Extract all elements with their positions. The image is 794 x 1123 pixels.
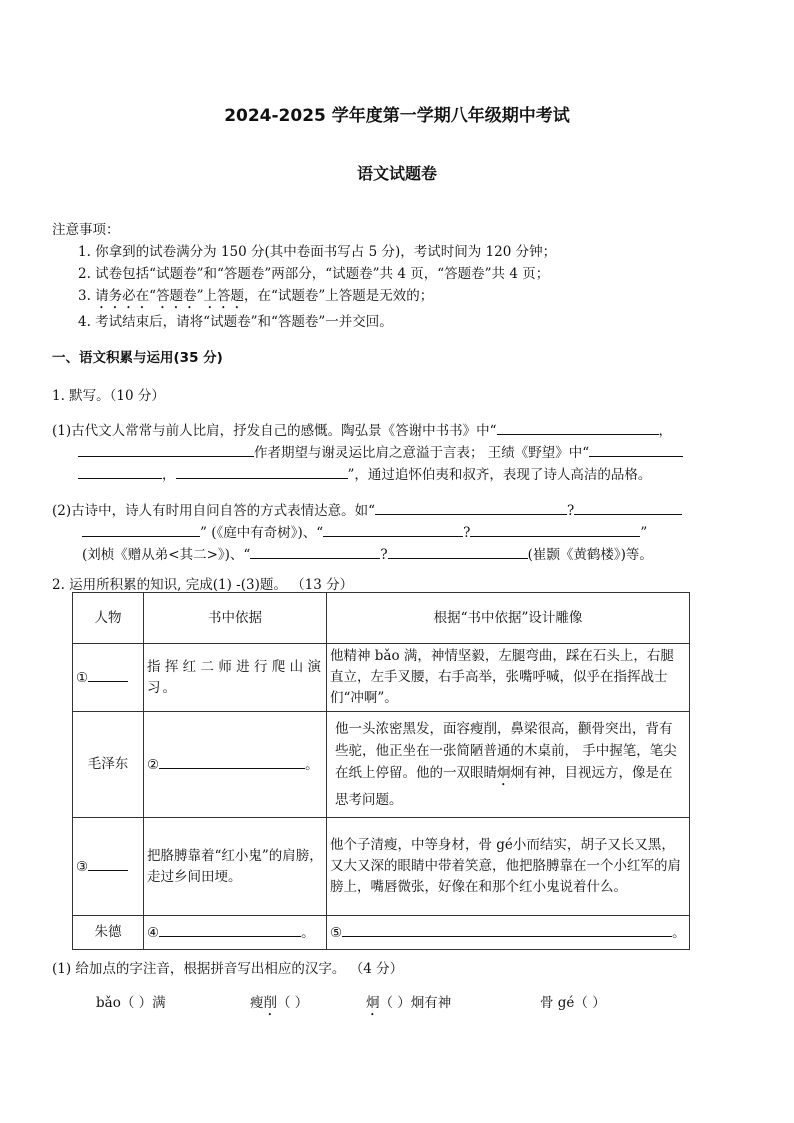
- notice-item-2: 2. 试卷包括“试题卷”和“答题卷”两部分，“试题卷”共 4 页，“答题卷”共 4 页；: [78, 266, 550, 282]
- notice-item-3: [78, 284, 433, 312]
- pinyin-item-3: [366, 991, 451, 1019]
- pinyin-item-3-emph: 炯: [366, 995, 380, 1011]
- q2-sub1-title: (1) 给加点的字注音，根据拼音写出相应的汉字。 （4 分）: [52, 961, 404, 977]
- answer-blank[interactable]: [342, 922, 672, 937]
- row4-basis-number: ④: [147, 924, 160, 941]
- answer-blank[interactable]: [388, 544, 528, 559]
- row2-design-pre: 他一头浓密黑发，面容瘦削，鼻梁很高，颧骨突出，背有些驼，他正坐在一张简陋普通的木桌前， 手中握笔，笔尖在纸上停留。他的一双眼睛: [335, 721, 677, 781]
- row1-design: 他精神 bǎo 满，神情坚毅，左腿弯曲，踩在石头上，右腿直立，左手叉腰，右手高举，张嘴呼喊，似乎在指挥战士们“冲啊”。: [327, 644, 690, 712]
- notice-item-3-emphasis: 请务必在“答题卷”上答题: [95, 288, 244, 304]
- header-person: 人物: [73, 593, 144, 644]
- exam-title: 2024-2025 学年度第一学期八年级期中考试: [224, 106, 570, 126]
- pinyin-item-4-text: 骨 gé（ ）: [540, 995, 606, 1011]
- question-mark: ?: [463, 525, 471, 541]
- q1-part2-line2: [82, 521, 647, 541]
- q1-part2-text-a: (2)古诗中，诗人有时用自问自答的方式表情达意。如“: [52, 503, 376, 519]
- question-mark: ?: [567, 503, 575, 519]
- header-design: 根据“书中依据”设计雕像: [327, 593, 690, 644]
- row2-design: [327, 712, 690, 818]
- answer-blank[interactable]: [470, 522, 640, 537]
- answer-blank[interactable]: [574, 500, 682, 515]
- paper-subtitle: 语文试题卷: [356, 164, 437, 183]
- q1-part2-quote-close: ”: [640, 525, 648, 541]
- row3-design: 他个子清瘦，中等身材，骨 gé小而结实，胡子又长又黑，又大又深的眼睛中带着笑意，他把胳膊靠在一个小红军的肩膀上，嘴唇微张，好像在和那个红小鬼说着什么。: [327, 818, 690, 916]
- pinyin-item-2: [250, 991, 308, 1019]
- answer-blank[interactable]: [88, 856, 128, 871]
- row3-person: [73, 818, 144, 916]
- pinyin-item-3-post: （ ）炯有神: [379, 995, 452, 1011]
- question-2-title: 2. 运用所积累的知识, 完成(1) -(3)题。 （13 分）: [52, 577, 354, 593]
- pinyin-item-2-emph: 削: [263, 995, 277, 1011]
- statue-design-table: [72, 592, 690, 950]
- row4-basis-end: 。: [301, 924, 315, 941]
- pinyin-item-2-pre: 瘦: [250, 995, 264, 1011]
- row2-basis-number: ②: [147, 756, 160, 773]
- answer-blank[interactable]: [375, 500, 567, 515]
- section-heading: 一、语文积累与运用(35 分): [52, 350, 223, 366]
- row1-person-number: ①: [76, 669, 89, 686]
- row2-basis: [144, 712, 327, 818]
- q1-part1-line2: [78, 441, 683, 461]
- notice-item-1: 1. 你拿到的试卷满分为 150 分(其中卷面书写占 5 分)，考试时间为 120 分钟；: [78, 244, 557, 260]
- answer-blank[interactable]: [78, 442, 254, 457]
- table-header-row: [73, 593, 690, 644]
- row4-design: [327, 916, 690, 950]
- q1-part2-line1: [52, 499, 682, 519]
- row3-person-number: ③: [76, 858, 89, 875]
- q1-part1-text-c: 作者期望与谢灵运比肩之意溢于言表； 王绩《野望》中“: [254, 445, 590, 461]
- row2-design-emph: 炯: [497, 765, 511, 781]
- q1-part2-text-e: (崔颢《黄鹤楼》)等。: [527, 547, 653, 563]
- table-row: [73, 644, 690, 712]
- answer-blank[interactable]: [250, 544, 380, 559]
- row1-person: [73, 644, 144, 712]
- pinyin-item-1-text: bǎo（ ）满: [96, 995, 166, 1011]
- pinyin-item-4: [540, 991, 606, 1011]
- notice-item-3-suffix: ，在“试题卷”上答题是无效的；: [243, 288, 434, 304]
- q1-part1-text-e: ”，通过追怀伯夷和叔齐，表现了诗人高洁的品格。: [347, 467, 652, 483]
- q1-part1-text-a: (1)古代文人常常与前人比肩，抒发自己的感慨。陶弘景《答谢中书书》中“: [52, 423, 497, 439]
- answer-blank[interactable]: [78, 464, 162, 479]
- answer-blank[interactable]: [497, 420, 659, 435]
- table-row: [73, 712, 690, 818]
- row4-design-end: 。: [672, 924, 686, 941]
- row4-basis: [144, 916, 327, 950]
- pinyin-item-2-post: （ ）: [277, 995, 309, 1011]
- table-row: [73, 818, 690, 916]
- notice-item-4: 4. 考试结束后，请将“试题卷”和“答题卷”一并交回。: [78, 314, 393, 330]
- row4-design-number: ⑤: [330, 924, 343, 941]
- row2-person: 毛泽东: [73, 712, 144, 818]
- answer-blank[interactable]: [82, 522, 200, 537]
- header-basis: 书中依据: [144, 593, 327, 644]
- pinyin-item-1: [96, 991, 166, 1011]
- question-mark: ?: [380, 547, 388, 563]
- table-row: [73, 916, 690, 950]
- row3-basis: 把胳膊靠着“红小鬼”的肩膀， 走过乡间田埂。: [144, 818, 327, 916]
- q1-part2-text-b: ” (《庭中有奇树》)、“: [200, 525, 324, 541]
- q1-part1-comma: ，: [658, 423, 673, 439]
- answer-blank[interactable]: [323, 522, 463, 537]
- answer-blank[interactable]: [159, 754, 305, 769]
- answer-blank[interactable]: [589, 442, 683, 457]
- q1-part2-line3: [82, 543, 653, 563]
- q1-part1-line1: [52, 419, 672, 439]
- row2-basis-end: 。: [305, 756, 319, 773]
- notice-item-3-prefix: 3.: [78, 288, 96, 304]
- row1-basis: 指挥红二师进行爬山演习。: [144, 644, 327, 712]
- row2-design-post: 炯有神，目视远方，像是在思考问题。: [335, 765, 673, 808]
- q1-part1-comma-2: ，: [162, 467, 176, 483]
- answer-blank[interactable]: [159, 922, 301, 937]
- q1-part1-line3: [78, 463, 651, 483]
- question-1-title: 1. 默写。（10 分）: [52, 388, 165, 404]
- notice-heading: 注意事项：: [52, 222, 120, 238]
- row4-person: 朱德: [73, 916, 144, 950]
- q1-part2-text-d: (刘桢《赠从弟<其二>》)、“: [82, 547, 251, 563]
- answer-blank[interactable]: [88, 667, 128, 682]
- answer-blank[interactable]: [176, 464, 348, 479]
